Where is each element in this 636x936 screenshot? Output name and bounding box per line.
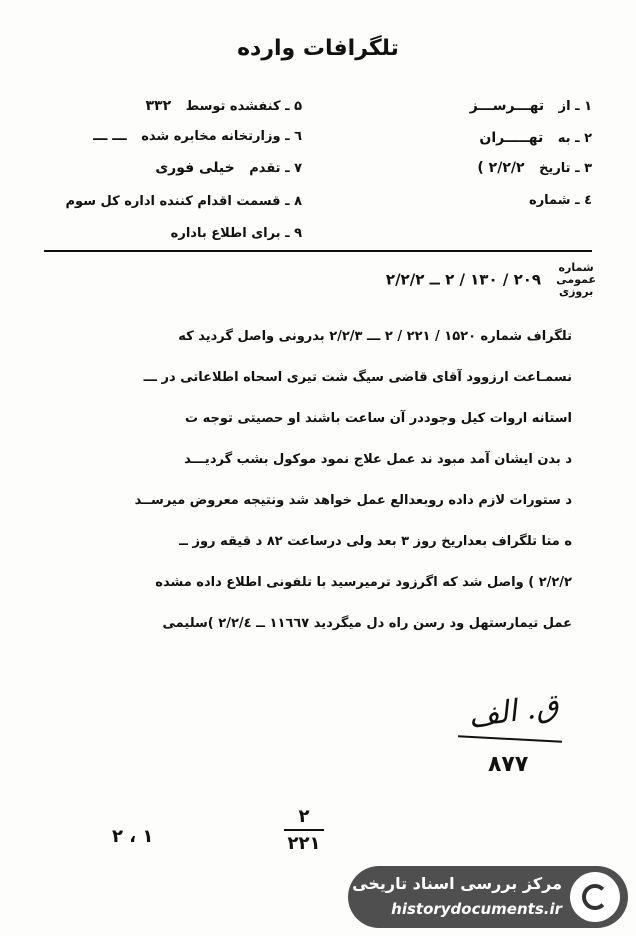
field-value: ۲/۲/۲ ) — [477, 160, 525, 176]
field-encoded-by — [145, 98, 302, 114]
field-label: ۷ ـ تقدم — [249, 161, 302, 176]
body-line: ه متا تلگراف بعداریخ روز ۳ بعد ولی درساعت ۸۲ د قیقه روز ــ — [179, 534, 572, 549]
field-for-information — [171, 226, 302, 241]
field-label: ۲ ـ به — [557, 131, 592, 146]
filing-fraction — [284, 806, 324, 854]
field-number — [519, 192, 592, 208]
body-line: استانه اروات کیل وجوددر آن ساعت باشند او حصیتی توجه ت — [185, 411, 572, 426]
header-divider — [44, 250, 592, 252]
field-label: ۸ ـ قسمت اقدام کننده اداره کل سوم — [65, 194, 302, 209]
fraction-bar — [284, 829, 324, 831]
archive-logo-icon — [570, 872, 620, 922]
field-value: خیلی فوری — [155, 160, 235, 176]
body-line: تلگراف شماره ۱۵۲۰ / ۲۲۱ / ۲ ـــ ۲/۲/۳ بدرونی واصل گردید که — [178, 329, 572, 344]
reference-number-value: ۲۰۹ / ۱۳۰ / ۲ ــ ۲/۲/۲ — [385, 270, 542, 289]
field-value: تهـــرســـز — [469, 98, 545, 114]
reference-number — [386, 262, 596, 298]
reference-label-line: شماره — [558, 261, 594, 274]
field-label: ۳ ـ تاریخ — [539, 161, 592, 176]
field-value: ۳۳۲ — [145, 98, 172, 114]
field-to — [479, 130, 592, 146]
signature-underline — [458, 735, 562, 742]
watermark-name: مرکز بررسی اسناد تاریخی — [352, 874, 562, 893]
document-title: تلگرافات وارده — [237, 36, 399, 61]
body-line: نسمـاعت ارزوود آقای قاضی سیگ شت تیری اسحاه اطلاعاتی در ـــ — [143, 370, 572, 385]
field-ministry — [93, 128, 302, 144]
page-number: ۲ ، ۱ — [112, 826, 154, 847]
field-value: تهـــــران — [479, 130, 544, 146]
body-line: د بدن ایشان آمد مبود ند عمل علاج نمود موکول بشب گردیـــد — [184, 452, 572, 467]
field-value: ـــ ـــ — [93, 128, 127, 144]
field-label: ۹ ـ برای اطلاع باداره — [170, 226, 302, 241]
fraction-bottom: ۲۲۱ — [287, 833, 321, 854]
field-label: ۵ ـ کنفشده توسط — [185, 99, 302, 114]
reference-label-line: عمومی — [556, 273, 596, 286]
field-from — [470, 98, 592, 114]
body-line: عمل تیمارستهل ود رسن راه دل میگردید ۱۱٦٦۷ ــ ۲/۲/٤ )سلیمی — [162, 616, 572, 631]
signature-number: ۸۷۷ — [488, 752, 529, 777]
field-label: ۱ ـ از — [558, 99, 592, 114]
field-priority — [155, 160, 302, 176]
field-action-section — [66, 194, 302, 209]
watermark — [348, 866, 628, 928]
watermark-url: historydocuments.ir — [391, 900, 562, 918]
body-line: د ستورات لازم داده روبعدالع عمل خواهد شد ونتیجه معروض میرســد — [134, 493, 572, 508]
reference-label-line: بروزی — [559, 285, 594, 298]
field-date — [477, 160, 592, 176]
body-line: ۲/۲/۲ ) واصل شد که اگرزود ترمیرسید با تلفونی اطلاع داده مشده — [155, 575, 572, 590]
field-label: ٦ ـ وزارتخانه مخابره شده — [141, 129, 302, 144]
fraction-top: ۲ — [298, 806, 310, 827]
signature: ق. الف — [466, 687, 561, 736]
field-label: ٤ ـ شماره — [529, 193, 592, 208]
reference-number-label — [556, 262, 596, 298]
telegram-body — [72, 316, 572, 644]
